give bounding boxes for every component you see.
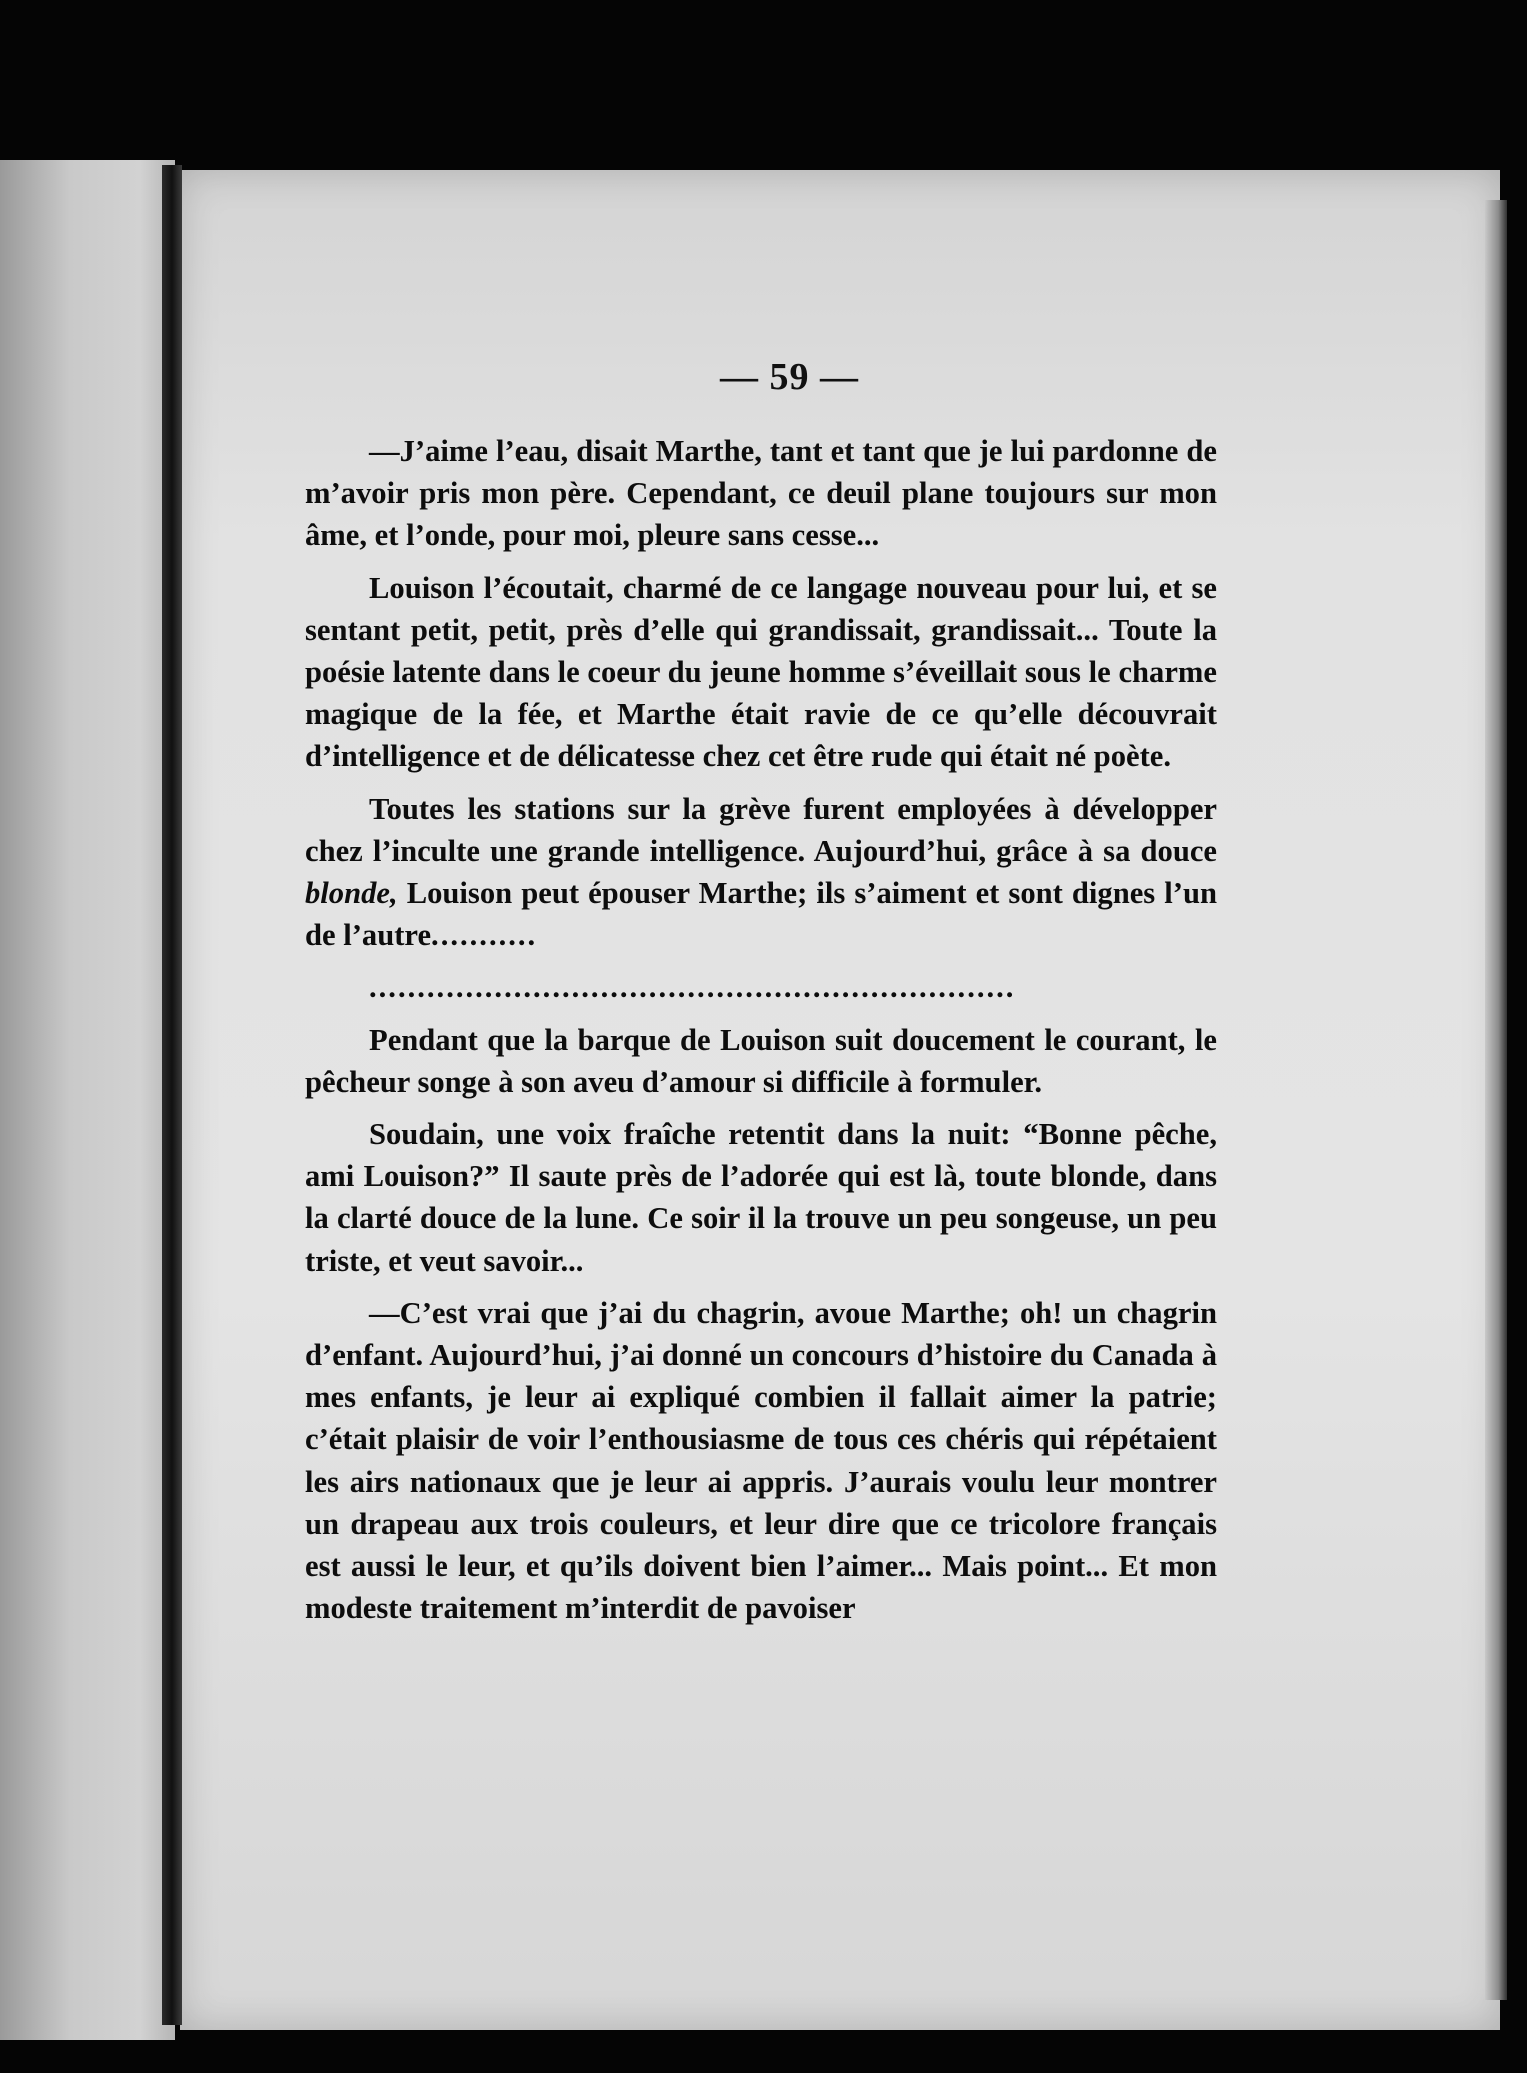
page-text (305, 430, 1217, 1639)
page-edge (1485, 200, 1507, 2000)
book-gutter (162, 165, 182, 2025)
ellipsis-separator: ................................................................... (369, 970, 1016, 1005)
paragraph-2: Louison l’écoutait, charmé de ce langage nouveau pour lui, et se sentant petit, petit, près d’elle qui grandissait, grandissait... Toute la poésie latente dans le coeur du jeune homme s’éveillait sous le charme magique de la fée, et Marthe était ravie de ce qu’elle découvrait d’intelligence et de délicatesse chez cet être rude qui était né poète. (305, 570, 1217, 774)
trailing-dots: ........... (431, 918, 538, 953)
paragraph-6: —C’est vrai que j’ai du chagrin, avoue Marthe; oh! un chagrin d’enfant. Aujourd’hui, j’ai donné un concours d’histoire du Canada à mes enfants, je leur ai expliqué combien il fallait aimer la patrie; c’était plaisir de voir l’enthousiasme de tous ces chéris qui répétaient les airs nationaux que je leur ai appris. J’aurais voulu leur montrer un drapeau aux trois couleurs, et leur dire que ce tricolore français est aussi le leur, et qu’ils doivent bien l’aimer... Mais point... Et mon modeste traitement m’interdit de pavoiser (305, 1295, 1217, 1626)
paragraph-5: Soudain, une voix fraîche retentit dans la nuit: “Bonne pêche, ami Louison?” Il saute près de l’adorée qui est là, toute blonde, dans la clarté douce de la lune. Ce soir il la trouve un peu songeuse, un peu triste, et veut savoir... (305, 1117, 1217, 1278)
paragraph-4: Pendant que la barque de Louison suit doucement le courant, le pêcheur songe à son aveu d’amour si difficile à formuler. (305, 1022, 1217, 1099)
paragraph-3 (305, 788, 1217, 957)
paragraph-3-text-before: Toutes les stations sur la grève furent employées à développer chez l’inculte une grande intelligence. Aujourd’hui, grâce à sa douce (305, 791, 1217, 868)
left-page (0, 160, 175, 2040)
paragraph-3-text-after: Louison peut épouser Marthe; ils s’aiment et sont dignes l’un de l’autre (305, 876, 1217, 953)
paragraph-1: —J’aime l’eau, disait Marthe, tant et tant que je lui pardonne de m’avoir pris mon père. Cependant, ce deuil plane toujours sur mon âme, et l’onde, pour moi, pleure sans cesse... (305, 434, 1217, 553)
page-number: — 59 — (720, 356, 859, 398)
emphasis-blonde: blonde, (305, 876, 398, 911)
